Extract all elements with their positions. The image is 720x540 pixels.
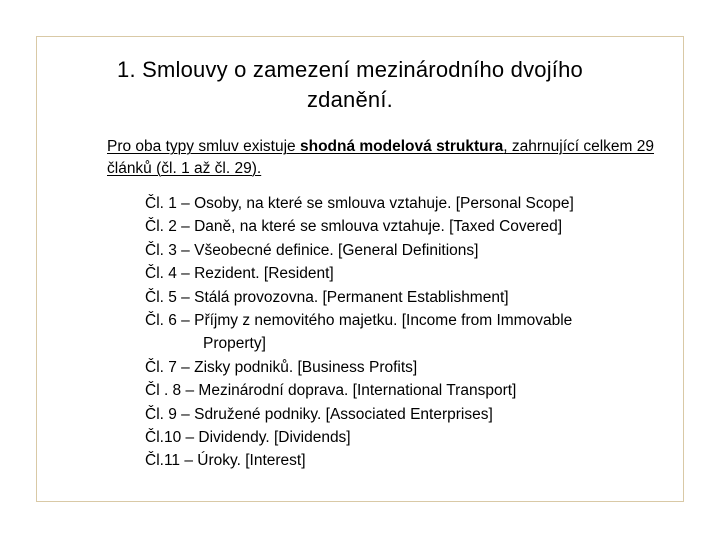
article-item-4: Čl. 4 – Rezident. [Resident] <box>145 265 334 283</box>
article-list <box>145 192 675 473</box>
title-line-1: 1. Smlouvy o zamezení mezinárodního dvojího <box>117 57 583 82</box>
intro-text-end: , zahrnující celkem 29 článků (čl. 1 až čl. 29). <box>107 138 655 177</box>
article-item-2: Čl. 2 – Daně, na které se smlouva vztahuje. [Taxed Covered] <box>145 218 562 236</box>
intro-text-start: Pro oba typy smluv existuje <box>107 138 300 155</box>
intro-bold-text: shodná modelová struktura <box>299 138 504 155</box>
article-item-5: Čl. 5 – Stálá provozovna. [Permanent Establishment] <box>145 288 509 306</box>
slide-title <box>100 55 600 115</box>
article-item-6: Čl. 6 – Příjmy z nemovitého majetku. [Income from Immovable <box>145 311 573 329</box>
article-item-9: Čl. 9 – Sdružené podniky. [Associated Enterprises] <box>145 405 493 423</box>
article-item-8: Čl . 8 – Mezinárodní doprava. [International Transport] <box>145 382 517 400</box>
article-item-7: Čl. 7 – Zisky podniků. [Business Profits] <box>145 358 418 376</box>
article-item-11: Čl.11 – Úroky. [Interest] <box>145 452 306 470</box>
article-item-1: Čl. 1 – Osoby, na které se smlouva vztahuje. [Personal Scope] <box>145 195 574 212</box>
intro-paragraph <box>107 136 667 179</box>
article-item-6-continuation: Property] <box>203 335 266 353</box>
article-item-10: Čl.10 – Dividendy. [Dividends] <box>145 428 351 446</box>
article-item-3: Čl. 3 – Všeobecné definice. [General Definitions] <box>145 241 479 259</box>
title-line-2: zdanění. <box>306 87 393 112</box>
